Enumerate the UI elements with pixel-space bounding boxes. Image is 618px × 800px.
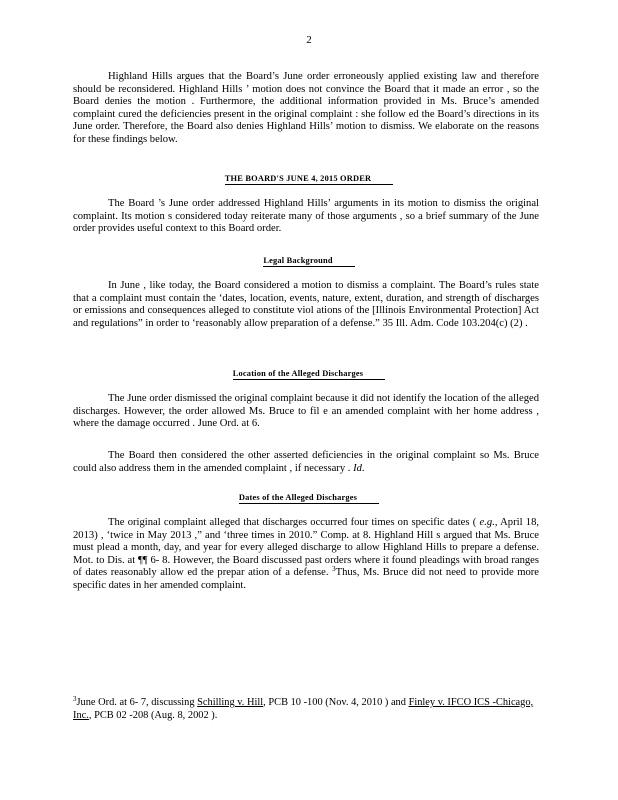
footnote-text-c: , PCB 02 -208 (Aug. 8, 2002 ). xyxy=(88,709,218,721)
paragraph-other-deficiencies-text: The Board then considered the other asserted deficiencies in the original complaint so Ms. Bruce could also address them in the amended complaint , if necessary . xyxy=(73,450,539,474)
footnote xyxy=(73,697,543,722)
paragraph-intro xyxy=(73,71,539,147)
id-citation: Id xyxy=(353,462,362,474)
footnote-marker: 3 xyxy=(73,695,77,703)
section-heading-location xyxy=(0,368,618,381)
footnote-reference: 3 xyxy=(332,565,336,574)
section-heading-june-order xyxy=(0,173,618,186)
section-heading-june-order-text: THE BOARD'S JUNE 4, 2015 ORDER xyxy=(225,174,394,185)
footnote-text-b: , PCB 10 -100 (Nov. 4, 2010 ) and xyxy=(263,697,406,708)
footnote-text-a: June Ord. at 6- 7, discussing xyxy=(76,697,195,708)
paragraph-legal-background xyxy=(73,280,539,330)
paragraph-june-order xyxy=(73,198,539,236)
paragraph-location-text: The June order dismissed the original complaint because it did not identify the location of the alleged discharges. However, the order allowed Ms. Bruce to fil e an amended complaint with her home address , where the damage occurred . June Ord. at 6. xyxy=(73,393,539,430)
footnote-case-schilling: Schilling v. Hill xyxy=(197,697,264,708)
paragraph-june-order-text: The Board ’s June order addressed Highland Hills’ arguments in its motion to dismiss the original complaint. Its motion s considered today reiterate many of those arguments , so a brief summary of the June order provides useful context to this Board order. xyxy=(73,198,539,235)
section-heading-legal-background-text: Legal Background xyxy=(263,256,354,267)
section-heading-legal-background xyxy=(0,255,618,268)
paragraph-location xyxy=(73,393,539,431)
paragraph-other-deficiencies: The Board then considered the other asserted deficiencies in the original complaint so Ms. Bruce could also address them in the amended complaint , if necessary . Id. xyxy=(73,450,539,474)
section-heading-dates-text: Dates of the Alleged Discharges xyxy=(239,493,379,504)
paragraph-dates-text-a: The original complaint alleged that discharges occurred four times on specific dates ( xyxy=(108,517,477,528)
paragraph-dates-text-c: Thus, Ms. Bruce did not need to provide more specific dates in her amended complaint. xyxy=(73,567,540,591)
eg-abbreviation: e.g. xyxy=(479,517,495,528)
section-heading-dates xyxy=(0,492,618,505)
section-heading-location-text: Location of the Alleged Discharges xyxy=(233,369,386,380)
paragraph-dates xyxy=(73,517,539,593)
paragraph-intro-text: Highland Hills argues that the Board’s June order erroneously applied existing law and therefore should be reconsidered. Highland Hills ’ motion does not convince the Board that it made an error , so the Board denies the motion . Furthermore, the additional information provided in Ms. Bruce’s amended complaint cured the deficiencies present in the original complaint : she follow ed the Board’s directions in its June order. Therefore, the Board also denies Highland Hills’ motion to dismiss. We elaborate on the reasons for these findings below. xyxy=(73,71,539,145)
page-number: 2 xyxy=(306,34,312,46)
footnote-case-finley: Finley v. IFCO ICS -Chicago, Inc. xyxy=(73,697,534,721)
paragraph-legal-background-text: In June , like today, the Board considered a motion to dismiss a complaint. The Board’s rules state that a complaint must contain the ‘dates, location, events, nature, extent, duration, and strength of discharges or emissions and consequences alleged to constitute viol ations of the [Illinois Environmental Protection] Act and regulations” in order to ‘reasonably allow preparation of a defense.” 35 Ill. Adm. Code 103.204(c) (2) . xyxy=(73,280,539,329)
paragraph-dates-text-b: , April 18, 2013) , ‘twice in May 2013 ,” and ‘three times in 2010.” Comp. at 8. Highland Hill s argued that Ms. Bruce must plead a month, day, and year for every alleged discharge to allow Highland Hills to prepare a defense. Mot. to Dis. at ¶¶ 6- 8. However, the Board discussed past orders where it found pleadings with broad ranges of dates reasonably allow ed the prepar ation of a defense. xyxy=(73,517,540,579)
